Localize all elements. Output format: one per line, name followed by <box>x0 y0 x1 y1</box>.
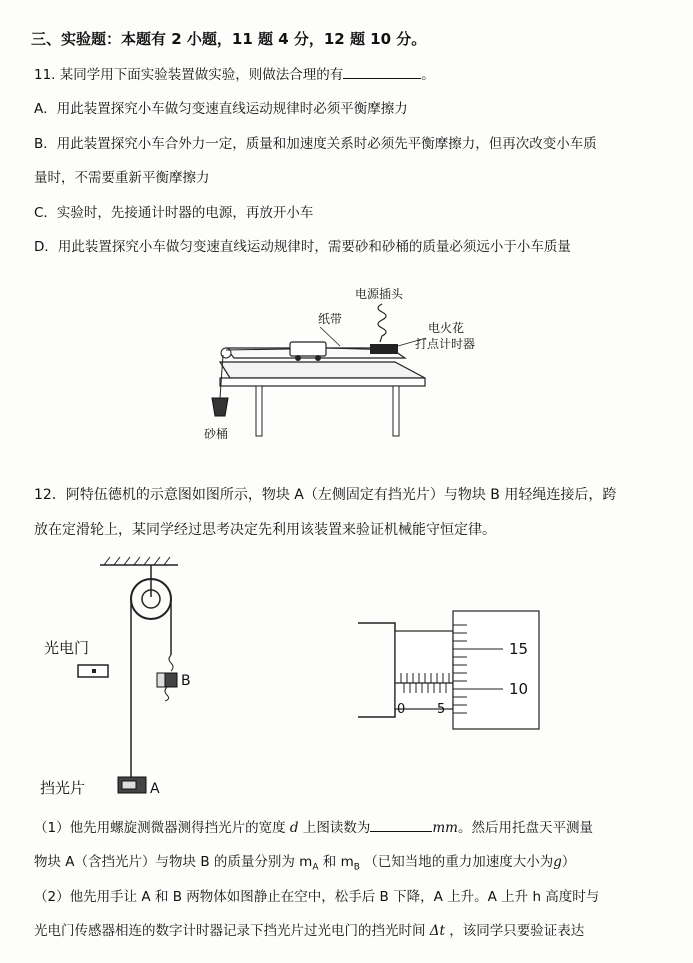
photogate-label: 光电门 <box>44 639 90 657</box>
micrometer-figure <box>355 605 550 735</box>
cart-wheel-1 <box>295 355 301 361</box>
q12-intro-1: 12．阿特伍德机的示意图如图所示，物块 A（左侧固定有挡光片）与物块 B 用轻绳连接后，跨 <box>34 487 617 503</box>
q12-part2-line1: （2）他先用手让 A 和 B 两物体如图静止在空中，松手后 B 下降，A 上升。A 上升 h 高度时与 <box>34 889 600 905</box>
timer-label: 打点计时器 <box>415 337 476 351</box>
part1-answer-blank <box>370 819 432 832</box>
part2-line2-a: 光电门传感器相连的数字计时器记录下挡光片过光电门的挡光时间 <box>34 923 426 939</box>
sleeve-label-0: 0 <box>397 702 406 717</box>
tape-label: 纸带 <box>318 312 343 326</box>
part1-line2-b: 和 m <box>322 854 354 870</box>
thimble-label-10: 10 <box>509 680 529 698</box>
spark-timer <box>370 344 398 354</box>
q11-stem-end: 。 <box>421 67 435 83</box>
shutter-plate <box>122 781 136 789</box>
atwood-machine-figure <box>40 555 220 805</box>
shutter-label: 挡光片 <box>40 779 86 797</box>
part1-text-c: 。然后用托盘天平测量 <box>457 820 593 836</box>
table-leg-right <box>393 386 399 436</box>
q11-option-b-cont: 量时，不需要重新平衡摩擦力 <box>34 170 210 186</box>
table-leg-left <box>256 386 262 436</box>
hook-b-bottom <box>165 687 169 701</box>
cart <box>290 342 326 356</box>
part1-text-b: 上图读数为 <box>302 820 371 836</box>
cart-wheel-2 <box>315 355 321 361</box>
tabletop <box>220 362 425 378</box>
part1-sub-a: A <box>312 862 319 873</box>
q11-stem-text: 11. 某同学用下面实验装置做实验，则做法合理的有 <box>34 67 344 83</box>
part1-unit: mm <box>432 820 458 836</box>
part1-line2-d: ） <box>561 854 576 870</box>
part1-line2-a: 物块 A（含挡光片）与物块 B 的质量分别为 m <box>34 854 313 870</box>
thimble-label-15: 15 <box>509 640 529 658</box>
photogate-sensor <box>92 669 96 673</box>
hook-b-top <box>169 655 173 671</box>
block-a-label: A <box>150 781 160 797</box>
q11-option-a: A．用此装置探究小车做匀变速直线运动规律时必须平衡摩擦力 <box>34 101 408 117</box>
q11-option-b: B．用此装置探究小车合外力一定，质量和加速度关系时必须先平衡摩擦力，但再次改变小车质 <box>34 136 597 152</box>
part1-var-g: g <box>553 854 562 870</box>
power-cord <box>378 304 386 342</box>
part1-sub-b: B <box>353 862 360 873</box>
sleeve <box>395 631 453 709</box>
frame-body <box>358 623 395 717</box>
cart-apparatus-figure <box>190 280 476 445</box>
q12-part2-line2 <box>34 919 584 939</box>
q11-option-d: D．用此装置探究小车做匀变速直线运动规律时，需要砂和砂桶的质量必须远小于小车质量 <box>34 239 571 255</box>
sleeve-label-5: 5 <box>437 702 446 717</box>
part2-line2-b: ，该同学只要验证表达 <box>449 923 585 939</box>
q11-stem <box>34 63 435 83</box>
q11-option-c: C．实验时，先接通计时器的电源，再放开小车 <box>34 205 314 221</box>
sand-bucket <box>212 398 228 416</box>
table-edge <box>220 378 425 386</box>
plug-label: 电源插头 <box>355 287 404 301</box>
thimble <box>453 611 539 729</box>
section-heading: 三、实验题：本题有 2 小题，11 题 4 分，12 题 10 分。 <box>31 30 427 48</box>
part2-delta-t: Δt <box>429 923 445 939</box>
q12-intro-2: 放在定滑轮上，某同学经过思考决定先利用该装置来验证机械能守恒定律。 <box>34 522 496 538</box>
block-b-face <box>157 673 165 687</box>
block-b-label: B <box>181 673 191 689</box>
spark-label: 电火花 <box>428 321 465 335</box>
q11-answer-blank <box>343 66 421 79</box>
q12-part1-line1 <box>34 816 593 836</box>
bucket-label: 砂桶 <box>204 427 229 441</box>
q12-part1-line2 <box>34 850 575 873</box>
part1-text-a: （1）他先用螺旋测微器测得挡光片的宽度 <box>34 820 286 836</box>
part1-line2-c: （已知当地的重力加速度大小为 <box>364 854 554 870</box>
part1-var-d: d <box>289 820 299 836</box>
ceiling-hatch <box>104 557 170 565</box>
